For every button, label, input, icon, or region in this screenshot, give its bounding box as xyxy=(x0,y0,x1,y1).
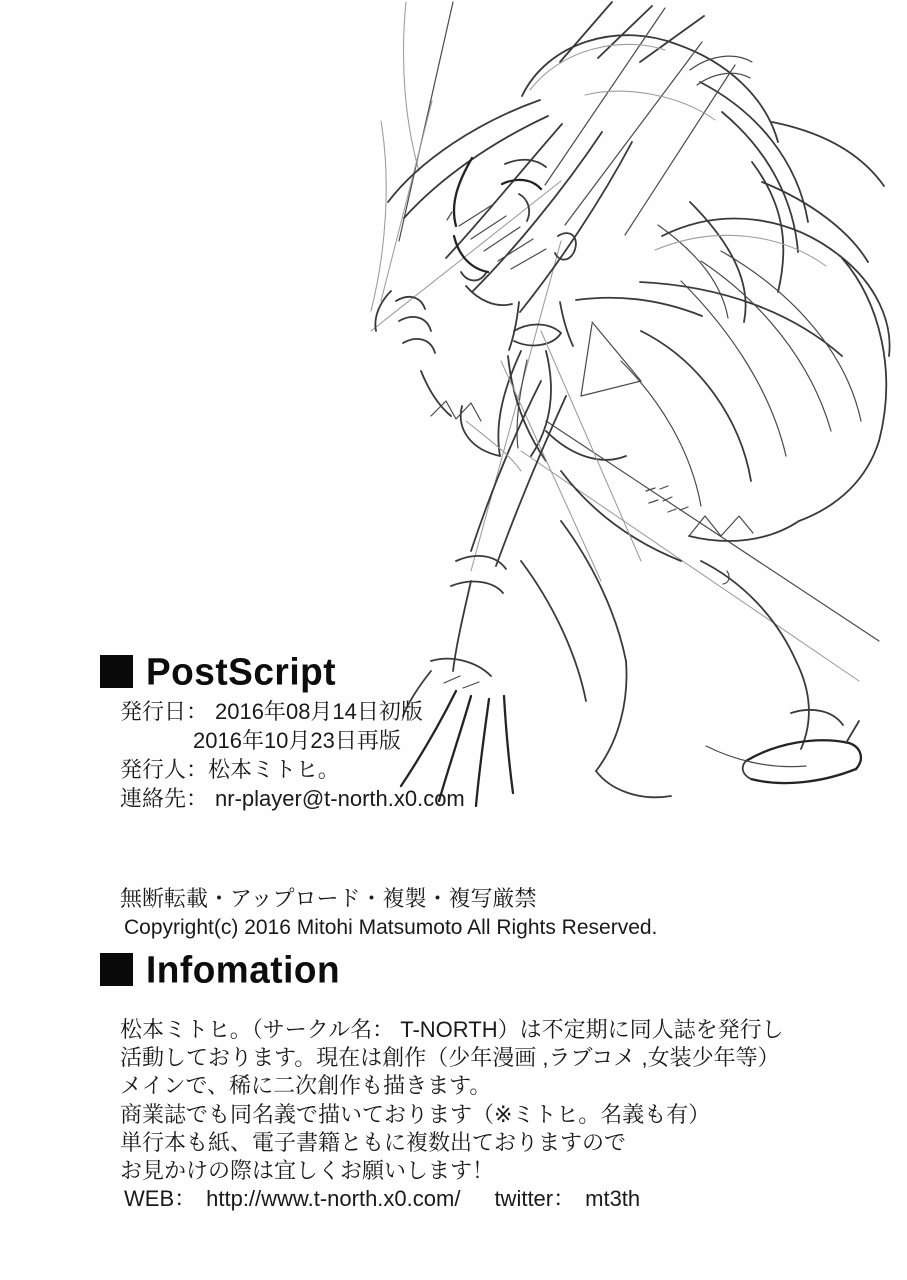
publisher-name: 松本ミトヒ。 xyxy=(208,757,340,782)
postscript-heading: PostScript xyxy=(146,650,337,693)
copyright-line: Copyright(c) 2016 Mitohi Matsumoto All Rights Reserved. xyxy=(124,916,658,939)
publisher-label: 発行人： xyxy=(120,757,209,782)
issue-date-first: 2016年08月14日初版 xyxy=(215,699,423,724)
issue-date-reprint-row xyxy=(120,726,465,755)
information-line: 商業誌でも同名義で描いております（※ミトヒ。名義も有） xyxy=(120,1101,711,1127)
copyright-block xyxy=(120,884,657,942)
information-line: 活動しております。現在は創作（少年漫画 ,ラブコメ ,女装少年等） xyxy=(120,1045,780,1071)
contact-label: 連絡先： xyxy=(120,786,209,811)
publisher-row xyxy=(120,755,465,784)
information-line: 単行本も紙、電子書籍ともに複数出ておりますので xyxy=(120,1129,627,1155)
postscript-details xyxy=(120,697,465,813)
issue-date-row xyxy=(120,697,465,726)
postscript-section-heading xyxy=(100,650,337,693)
section-bullet-square xyxy=(100,655,133,688)
contact-email: nr-player@t-north.x0.com xyxy=(215,786,465,811)
information-line: 松本ミトヒ。（サークル名： T-NORTH）は不定期に同人誌を発行し xyxy=(120,1017,784,1042)
information-paragraph xyxy=(120,1016,784,1213)
web-label: WEB： xyxy=(124,1186,197,1212)
information-heading: Infomation xyxy=(146,948,341,991)
twitter-handle: mt3th xyxy=(585,1186,641,1212)
web-contact-line xyxy=(120,1185,784,1213)
web-url: http://www.t-north.x0.com/ xyxy=(206,1186,461,1212)
section-bullet-square xyxy=(100,953,133,986)
twitter-label: twitter： xyxy=(494,1186,576,1212)
contact-row xyxy=(120,784,465,813)
information-section-heading xyxy=(100,948,341,991)
no-reproduction-notice: 無断転載・アップロード・複製・複写厳禁 xyxy=(120,886,537,911)
information-line: お見かけの際は宜しくお願いします！ xyxy=(120,1158,495,1184)
issue-date-second: 2016年10月23日再版 xyxy=(193,728,401,753)
information-line: メインで、稀に二次創作も描きます。 xyxy=(120,1073,492,1099)
issue-date-label: 発行日： xyxy=(120,699,209,724)
